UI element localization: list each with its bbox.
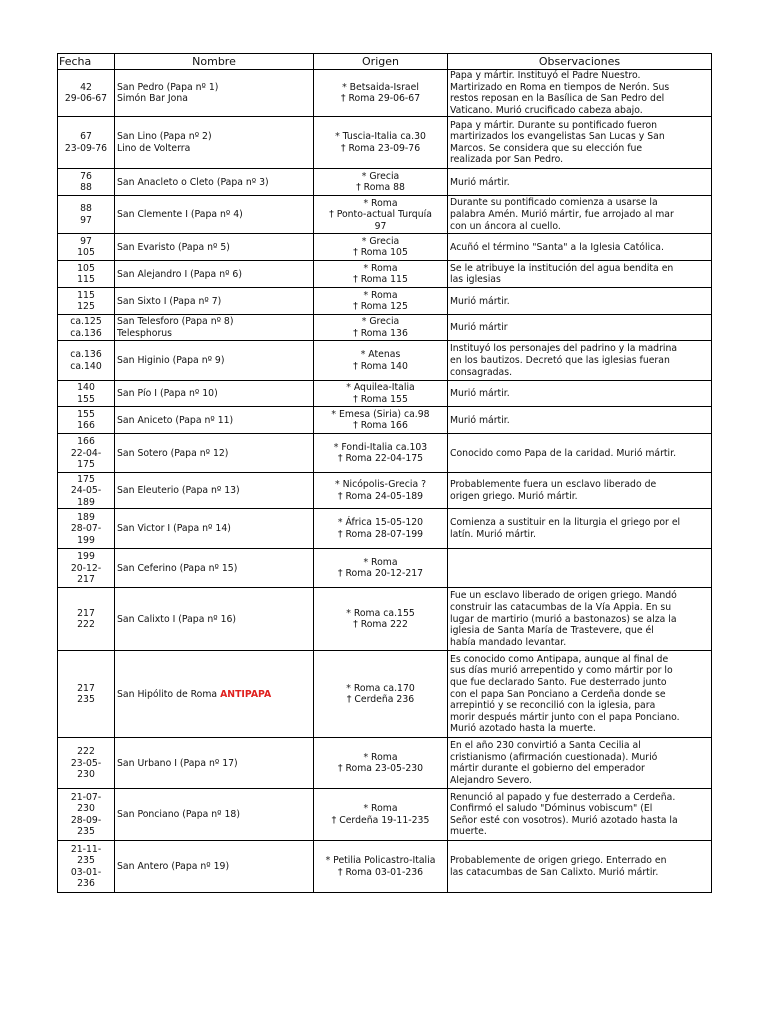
cell-fecha-line: 175 xyxy=(77,459,95,471)
cell-fecha xyxy=(58,841,115,893)
cell-observaciones-line: Murió mártir. xyxy=(450,176,510,188)
cell-nombre-line: San Clemente I (Papa nº 4) xyxy=(117,209,243,221)
cell-fecha xyxy=(58,407,115,434)
cell-origen-line: * Grecia xyxy=(361,170,400,182)
cell-nombre-line: San Victor I (Papa nº 14) xyxy=(117,523,231,535)
cell-fecha xyxy=(58,651,115,738)
cell-observaciones-line: Papa y mártir. Instituyó el Padre Nuestro. xyxy=(450,70,641,81)
cell-fecha-line: 67 xyxy=(80,131,92,143)
cell-fecha xyxy=(58,738,115,789)
cell-fecha-line: 222 xyxy=(77,619,95,631)
cell-observaciones-line: Comienza a sustituir en la liturgia el griego por el xyxy=(450,517,681,529)
table-row xyxy=(58,841,712,893)
cell-fecha-line: 199 xyxy=(77,534,95,546)
cell-nombre xyxy=(115,738,314,789)
cell-fecha-line: 166 xyxy=(77,420,95,432)
cell-origen-line: † Roma 125 xyxy=(353,301,408,313)
cell-observaciones-line: palabra Amén. Murió mártir, fue arrojado al mar xyxy=(450,209,674,221)
cell-origen xyxy=(314,588,448,651)
cell-fecha-line: 199 xyxy=(77,551,95,563)
cell-observaciones-line: en los bautizos. Decretó que las iglesias fueran xyxy=(450,355,670,367)
cell-fecha xyxy=(58,509,115,549)
cell-nombre-line: San Alejandro I (Papa nº 6) xyxy=(117,268,242,280)
cell-origen xyxy=(314,509,448,549)
cell-nombre-line: San Sotero (Papa nº 12) xyxy=(117,447,229,459)
cell-origen-line: † Roma 166 xyxy=(353,420,408,432)
cell-fecha-line: 140 xyxy=(77,382,95,394)
cell-fecha-line: 189 xyxy=(77,496,95,508)
cell-origen-line: * Roma xyxy=(363,556,398,568)
cell-origen-line: * Roma ca.170 xyxy=(346,682,415,694)
cell-fecha xyxy=(58,381,115,407)
cell-nombre xyxy=(115,841,314,893)
cell-observaciones-line: realizada por San Pedro. xyxy=(450,154,564,166)
cell-observaciones-line: Martirizado en Roma en tiempos de Nerón. Sus xyxy=(450,81,670,93)
cell-observaciones xyxy=(448,261,712,288)
cell-observaciones-line: Es conocido como Antipapa, aunque al final de xyxy=(450,653,669,665)
cell-nombre-line: Simón Bar Jona xyxy=(117,93,188,105)
cell-observaciones-line: Se le atribuye la institución del agua bendita en xyxy=(450,262,674,274)
table-row xyxy=(58,381,712,407)
cell-origen-line: * Petilia Policastro-Italia xyxy=(325,855,436,867)
cell-fecha-line: ca.136 xyxy=(70,349,102,361)
cell-observaciones-line: iglesia de Santa María de Trastevere, que él xyxy=(450,625,654,637)
cell-fecha-line: 28-09- xyxy=(70,814,102,826)
cell-nombre xyxy=(115,261,314,288)
table-row xyxy=(58,196,712,234)
cell-fecha-line: 222 xyxy=(77,746,95,758)
cell-origen-line: † Roma 136 xyxy=(353,327,408,339)
cell-observaciones-line: consagradas. xyxy=(450,366,513,378)
cell-fecha-line: 28-07- xyxy=(70,523,102,535)
cell-observaciones-line: las iglesias xyxy=(450,274,501,286)
cell-origen-line: † Roma 22-04-175 xyxy=(337,453,424,465)
cell-origen-line: * Atenas xyxy=(360,349,401,361)
cell-observaciones xyxy=(448,169,712,196)
cell-fecha-line: ca.125 xyxy=(70,316,102,328)
table-row xyxy=(58,509,712,549)
cell-fecha-line: 236 xyxy=(77,878,95,890)
cell-origen xyxy=(314,841,448,893)
cell-fecha-line: 230 xyxy=(77,803,95,815)
cell-fecha-line: 22-04- xyxy=(70,447,102,459)
cell-observaciones-line: En el año 230 convirtió a Santa Cecilia al xyxy=(450,740,641,752)
cell-fecha xyxy=(58,70,115,117)
cell-fecha-line: 29-06-67 xyxy=(64,93,108,105)
table-row xyxy=(58,234,712,261)
cell-observaciones-line: Confirmó el saludo "Dóminus vobiscum" (El xyxy=(450,803,653,815)
cell-nombre xyxy=(115,381,314,407)
cell-nombre-line: San Aniceto (Papa nº 11) xyxy=(117,414,234,426)
table-row xyxy=(58,169,712,196)
cell-fecha-line: 115 xyxy=(77,274,95,286)
cell-observaciones-line: sus días murió arrepentido y como mártir por lo xyxy=(450,665,673,677)
cell-observaciones-line: mártir durante el gobierno del emperador xyxy=(450,763,645,775)
cell-fecha-line: 230 xyxy=(77,769,95,781)
cell-fecha-line: 76 xyxy=(80,170,92,182)
cell-observaciones-line: Murió azotado hasta la muerte. xyxy=(450,723,596,735)
cell-fecha xyxy=(58,169,115,196)
cell-observaciones xyxy=(448,434,712,473)
cell-fecha-line: 21-07- xyxy=(70,791,102,803)
cell-fecha-line: 42 xyxy=(80,81,92,93)
cell-fecha xyxy=(58,789,115,841)
cell-nombre-line: San Pedro (Papa nº 1) xyxy=(117,81,219,93)
cell-observaciones xyxy=(448,789,712,841)
cell-nombre-line: San Sixto I (Papa nº 7) xyxy=(117,295,222,307)
cell-fecha xyxy=(58,341,115,381)
cell-origen-line: * Emesa (Siria) ca.98 xyxy=(331,408,430,420)
cell-nombre xyxy=(115,315,314,341)
cell-observaciones-line: Murió mártir. xyxy=(450,295,510,307)
cell-nombre-line: San Ceferino (Papa nº 15) xyxy=(117,562,238,574)
cell-observaciones-line: Alejandro Severo. xyxy=(450,774,532,786)
popes-table xyxy=(57,53,712,893)
cell-observaciones-line: construir las catacumbas de la Vía Appia. En su xyxy=(450,601,672,613)
cell-observaciones xyxy=(448,381,712,407)
cell-origen-line: * Grecia xyxy=(361,316,400,328)
cell-nombre xyxy=(115,288,314,315)
cell-observaciones xyxy=(448,509,712,549)
cell-nombre xyxy=(115,473,314,509)
cell-nombre xyxy=(115,234,314,261)
cell-observaciones xyxy=(448,234,712,261)
cell-nombre-line: San Hipólito de Roma xyxy=(117,688,218,700)
cell-observaciones-line: Murió mártir. xyxy=(450,414,510,426)
cell-observaciones-line: Probablemente fuera un esclavo liberado de xyxy=(450,479,657,491)
cell-fecha-line: 105 xyxy=(77,247,95,259)
cell-origen-line: * Nicópolis-Grecia ? xyxy=(334,479,427,491)
cell-origen-line: † Roma 88 xyxy=(356,182,405,194)
cell-origen xyxy=(314,261,448,288)
cell-origen-line: † Roma 20-12-217 xyxy=(337,568,424,580)
cell-origen xyxy=(314,196,448,234)
cell-observaciones xyxy=(448,738,712,789)
cell-fecha xyxy=(58,549,115,588)
cell-observaciones-line: Acuñó el término "Santa" a la Iglesia Católica. xyxy=(450,241,664,253)
cell-origen-line: † Roma 28-07-199 xyxy=(337,528,424,540)
cell-origen-line: * Roma ca.155 xyxy=(346,607,415,619)
cell-observaciones-line: Renunció al papado y fue desterrado a Cerdeña. xyxy=(450,791,676,803)
cell-fecha-line: 155 xyxy=(77,408,95,420)
cell-observaciones xyxy=(448,473,712,509)
cell-origen xyxy=(314,473,448,509)
cell-observaciones-line: Señor esté con vosotros). Murió azotado hasta la xyxy=(450,814,678,826)
cell-nombre-line: San Urbano I (Papa nº 17) xyxy=(117,757,238,769)
header-nombre: Nombre xyxy=(115,54,314,70)
cell-fecha-line: 235 xyxy=(77,826,95,838)
cell-fecha-line: 97 xyxy=(80,214,92,226)
cell-observaciones xyxy=(448,341,712,381)
cell-origen xyxy=(314,169,448,196)
cell-observaciones-line: arrepintió y se reconcilió con la iglesia, para xyxy=(450,700,656,712)
cell-nombre xyxy=(115,651,314,738)
cell-fecha-line: 217 xyxy=(77,574,95,586)
cell-origen xyxy=(314,651,448,738)
cell-fecha xyxy=(58,234,115,261)
table-row xyxy=(58,789,712,841)
cell-observaciones-line: Conocido como Papa de la caridad. Murió mártir. xyxy=(450,447,677,459)
cell-fecha xyxy=(58,117,115,169)
cell-nombre-line: San Telesforo (Papa nº 8) xyxy=(117,316,234,328)
cell-origen-line: * Roma xyxy=(363,262,398,274)
cell-origen xyxy=(314,70,448,117)
cell-fecha xyxy=(58,473,115,509)
cell-nombre xyxy=(115,169,314,196)
table-row xyxy=(58,434,712,473)
cell-nombre-line: San Antero (Papa nº 19) xyxy=(117,861,230,873)
cell-origen xyxy=(314,407,448,434)
cell-fecha-line: 125 xyxy=(77,301,95,313)
header-observaciones: Observaciones xyxy=(448,54,712,70)
cell-observaciones-line: origen griego. Murió mártir. xyxy=(450,490,578,502)
cell-nombre-line: San Higinio (Papa nº 9) xyxy=(117,355,225,367)
cell-origen xyxy=(314,434,448,473)
cell-nombre-line: San Calixto I (Papa nº 16) xyxy=(117,613,237,625)
cell-observaciones-line: Probablemente de origen griego. Enterrado en xyxy=(450,855,667,867)
cell-nombre xyxy=(115,196,314,234)
cell-observaciones-line: Instituyó los personajes del padrino y la madrina xyxy=(450,343,678,355)
cell-nombre xyxy=(115,588,314,651)
cell-observaciones xyxy=(448,70,712,117)
cell-observaciones-line: latín. Murió mártir. xyxy=(450,528,537,540)
antipapa-tag: ANTIPAPA xyxy=(220,688,272,700)
cell-fecha xyxy=(58,261,115,288)
table-row xyxy=(58,70,712,117)
cell-origen-line: * Roma xyxy=(363,803,398,815)
table-row xyxy=(58,288,712,315)
cell-fecha-line: 235 xyxy=(77,694,95,706)
cell-origen xyxy=(314,234,448,261)
cell-origen-line: † Roma 23-05-230 xyxy=(337,763,424,775)
table-row xyxy=(58,407,712,434)
cell-nombre xyxy=(115,434,314,473)
cell-fecha-line: 217 xyxy=(77,682,95,694)
cell-origen-line: † Roma 140 xyxy=(353,360,408,372)
cell-nombre xyxy=(115,549,314,588)
cell-origen-line: † Ponto-actual Turquía xyxy=(329,209,432,221)
table-row xyxy=(58,549,712,588)
cell-observaciones xyxy=(448,588,712,651)
cell-origen-line: * Roma xyxy=(363,197,398,209)
cell-nombre xyxy=(115,789,314,841)
cell-origen-line: † Cerdeña 236 xyxy=(346,694,415,706)
cell-origen-line: * África 15-05-120 xyxy=(337,517,424,529)
header-fecha: Fecha xyxy=(58,54,115,70)
cell-fecha xyxy=(58,434,115,473)
cell-origen-line: * Betsaida-Israel xyxy=(342,81,419,93)
cell-origen xyxy=(314,789,448,841)
cell-fecha-line: 03-01- xyxy=(70,866,102,878)
cell-fecha-line: 21-11- xyxy=(70,843,102,855)
cell-observaciones-line: cristianismo (afirmación cuestionada). Murió xyxy=(450,751,658,763)
cell-origen-line: * Grecia xyxy=(361,235,400,247)
cell-observaciones-line: restos reposan en la Basílica de San Pedro del xyxy=(450,93,665,105)
cell-origen-line: * Tuscia-Italia ca.30 xyxy=(335,131,426,143)
cell-fecha-line: 166 xyxy=(77,436,95,448)
cell-fecha-line: 235 xyxy=(77,855,95,867)
cell-observaciones-line: Vaticano. Murió crucificado cabeza abajo. xyxy=(450,104,643,116)
cell-origen xyxy=(314,288,448,315)
cell-fecha-line: 189 xyxy=(77,511,95,523)
cell-observaciones-line: Papa y mártir. Durante su pontificado fueron xyxy=(450,119,658,131)
cell-origen xyxy=(314,117,448,169)
cell-observaciones-line: Fue un esclavo liberado de origen griego. Mandó xyxy=(450,590,677,602)
cell-observaciones xyxy=(448,407,712,434)
table-row xyxy=(58,117,712,169)
cell-fecha xyxy=(58,288,115,315)
cell-nombre-line: San Eleuterio (Papa nº 13) xyxy=(117,485,240,497)
cell-origen-line: † Roma 29-06-67 xyxy=(340,93,421,105)
cell-origen-line: * Fondi-Italia ca.103 xyxy=(333,441,428,453)
cell-observaciones-line: que fue declarado Santo. Fue desterrado junto xyxy=(450,676,667,688)
cell-nombre xyxy=(115,341,314,381)
cell-origen-line: † Roma 155 xyxy=(353,393,408,405)
cell-nombre xyxy=(115,70,314,117)
cell-nombre xyxy=(115,117,314,169)
cell-observaciones xyxy=(448,288,712,315)
cell-fecha-line: 23-05- xyxy=(70,757,102,769)
table-row xyxy=(58,651,712,738)
cell-fecha-line: 155 xyxy=(77,393,95,405)
cell-fecha xyxy=(58,315,115,341)
table-row xyxy=(58,341,712,381)
cell-origen xyxy=(314,341,448,381)
cell-observaciones-line: morir después mártir junto con el papa Ponciano. xyxy=(450,711,680,723)
cell-nombre-line: Lino de Volterra xyxy=(117,142,191,154)
header-origen: Origen xyxy=(314,54,448,70)
cell-fecha xyxy=(58,588,115,651)
cell-fecha-line: 105 xyxy=(77,262,95,274)
cell-fecha-line: 24-05- xyxy=(70,485,102,497)
cell-origen-line: † Roma 222 xyxy=(353,619,408,631)
cell-nombre-line: Telesphorus xyxy=(117,327,173,339)
cell-fecha-line: 97 xyxy=(80,235,92,247)
cell-observaciones xyxy=(448,549,712,588)
cell-observaciones-line: con el papa San Ponciano a Cerdeña donde se xyxy=(450,688,666,700)
cell-observaciones-line: Marcos. Se considera que su elección fue xyxy=(450,142,643,154)
header-row xyxy=(58,54,712,70)
cell-observaciones-line: muerte. xyxy=(450,826,487,838)
cell-observaciones-line: lugar de martirio (murió a bastonazos) se alza la xyxy=(450,613,677,625)
cell-observaciones xyxy=(448,117,712,169)
cell-origen-line: † Roma 24-05-189 xyxy=(337,490,424,502)
cell-observaciones-line: Murió mártir. xyxy=(450,388,510,400)
cell-origen-line: † Roma 03-01-236 xyxy=(337,866,424,878)
cell-observaciones-line: las catacumbas de San Calixto. Murió mártir. xyxy=(450,866,659,878)
cell-fecha-line: 175 xyxy=(77,473,95,485)
cell-observaciones xyxy=(448,196,712,234)
cell-observaciones-line: martirizados los evangelistas San Lucas y San xyxy=(450,131,665,143)
cell-origen-line: * Roma xyxy=(363,751,398,763)
cell-observaciones xyxy=(448,651,712,738)
cell-fecha-line: ca.136 xyxy=(70,327,102,339)
cell-origen-line: † Roma 115 xyxy=(353,274,408,286)
cell-origen-line: † Roma 23-09-76 xyxy=(340,142,421,154)
cell-origen xyxy=(314,738,448,789)
cell-nombre xyxy=(115,509,314,549)
cell-nombre xyxy=(115,407,314,434)
cell-fecha-line: 23-09-76 xyxy=(64,142,108,154)
cell-observaciones-line: había mandado levantar. xyxy=(450,636,567,648)
cell-fecha-line: 88 xyxy=(80,182,92,194)
table-row xyxy=(58,738,712,789)
cell-fecha-line: 115 xyxy=(77,289,95,301)
cell-observaciones-line: Murió mártir xyxy=(450,322,508,334)
cell-fecha-line: 88 xyxy=(80,203,92,215)
table-row xyxy=(58,315,712,341)
cell-fecha-line: ca.140 xyxy=(70,360,102,372)
cell-nombre-line: San Ponciano (Papa nº 18) xyxy=(117,809,240,821)
cell-origen-line: † Roma 105 xyxy=(353,247,408,259)
popes-table-sheet xyxy=(57,53,711,893)
table-row xyxy=(58,261,712,288)
cell-origen xyxy=(314,315,448,341)
cell-origen-line: * Roma xyxy=(363,289,398,301)
cell-observaciones xyxy=(448,315,712,341)
cell-nombre-line: San Pío I (Papa nº 10) xyxy=(117,388,218,400)
cell-origen-line: † Cerdeña 19-11-235 xyxy=(331,814,430,826)
cell-fecha-line: 20-12- xyxy=(70,562,102,574)
table-row xyxy=(58,588,712,651)
cell-origen xyxy=(314,381,448,407)
cell-fecha xyxy=(58,196,115,234)
cell-observaciones-line: con un áncora al cuello. xyxy=(450,220,561,232)
cell-nombre-line: San Anacleto o Cleto (Papa nº 3) xyxy=(117,176,269,188)
cell-origen xyxy=(314,549,448,588)
cell-origen-line: * Aquilea-Italia xyxy=(346,382,415,394)
cell-nombre-line: San Lino (Papa nº 2) xyxy=(117,131,212,143)
cell-origen-line: 97 xyxy=(374,220,387,232)
cell-fecha-line: 217 xyxy=(77,607,95,619)
cell-observaciones-line: Durante su pontificado comienza a usarse la xyxy=(450,197,658,209)
cell-nombre-line: San Evaristo (Papa nº 5) xyxy=(117,241,230,253)
cell-observaciones xyxy=(448,841,712,893)
table-row xyxy=(58,473,712,509)
